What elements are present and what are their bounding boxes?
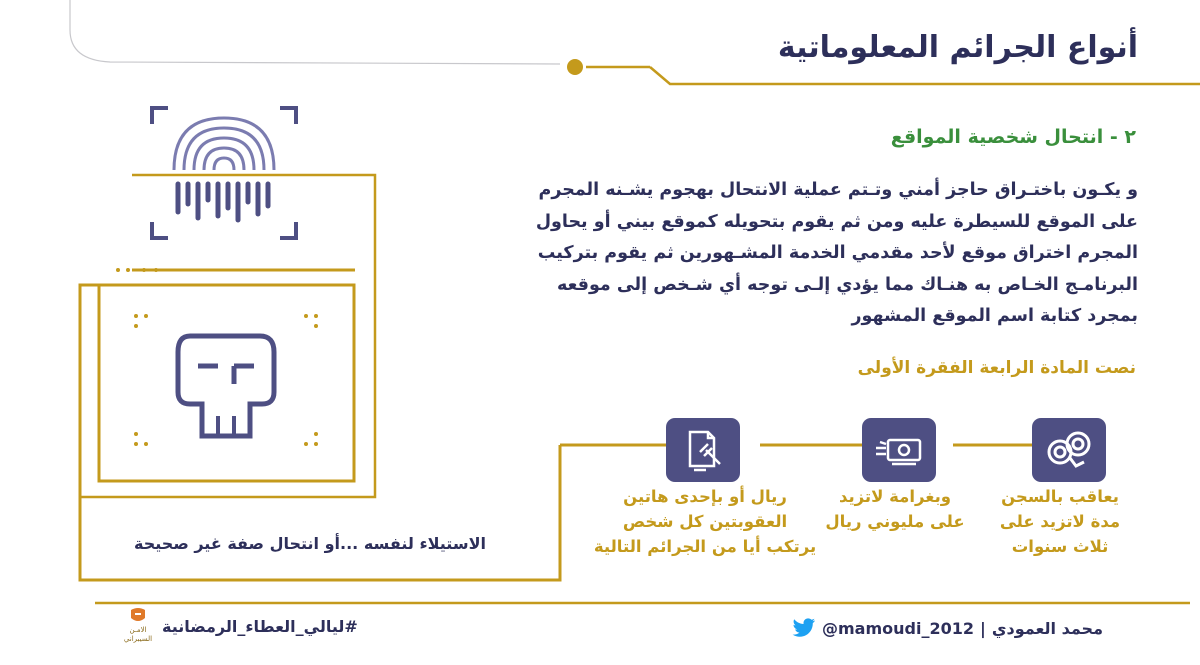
paragraph-line: بمجرد كتابة اسم الموقع المشهور: [851, 306, 1138, 326]
cybersecurity-logo: [118, 606, 158, 650]
penalty-line: العقوبتين كل شخص: [622, 512, 788, 531]
penalty-tile-judgment: [666, 418, 740, 482]
penalty-line: يرتكب أيا من الجرائم التالية: [593, 537, 817, 556]
logo-mark-icon: [127, 606, 149, 626]
twitter-handle[interactable]: @mamoudi_2012: [822, 618, 974, 638]
logo-line: الامـن: [129, 626, 147, 634]
penalty-tile-prison: [1032, 418, 1106, 482]
fingerprint-icon: [148, 104, 300, 242]
gavel-document-icon: [666, 418, 740, 482]
paragraph-line: و يكـون باختـراق حاجز أمني وتـتم عملية الانتحال بهجوم يشـنه المجرم: [538, 180, 1138, 200]
penalty-text-prison: [985, 484, 1135, 559]
author-name: محمد العمودي: [991, 618, 1103, 638]
hashtag: #ليالي_العطاء_الرمضانية: [162, 617, 358, 636]
paragraph-line: المجرم اختراق موقع لأحد مقدمي الخدمة المشـهورين ثم يقوم بتركيب: [537, 243, 1138, 263]
description-paragraph: [418, 175, 1138, 333]
penalty-line: ريال أو بإحدى هاتين: [623, 487, 787, 506]
penalty-line: ثلاث سنوات: [1011, 537, 1109, 556]
penalty-text-judgment: [585, 484, 825, 559]
law-reference: نصت المادة الرابعة الفقرة الأولى: [857, 358, 1136, 378]
paragraph-line: على الموقع للسيطرة عليه ومن ثم يقوم بتحويله كموقع بيني أو يحاول: [535, 211, 1138, 232]
crime-description: الاستيلاء لنفسه ...أو انتحال صفة غير صحيحة: [134, 534, 486, 553]
twitter-icon[interactable]: [792, 618, 816, 638]
penalty-text-fine: [815, 484, 975, 534]
logo-line: السيبراني: [123, 635, 153, 643]
penalty-line: يعاقب بالسجن: [1001, 487, 1119, 506]
penalty-line: وبغرامة لاتزيد: [838, 487, 952, 506]
money-icon: [862, 418, 936, 482]
section-heading: ٢ - انتحال شخصية المواقع: [890, 126, 1136, 148]
author-credit: [792, 618, 1122, 638]
separator: |: [980, 618, 986, 638]
penalty-line: على مليوني ريال: [825, 512, 965, 531]
paragraph-line: البرنامـج الخـاص به هنـاك مما يؤدي إلـى توجه أي شـخص إلى موقعه: [557, 274, 1138, 295]
skull-icon: [130, 312, 322, 452]
penalty-line: مدة لاتزيد على: [999, 512, 1121, 531]
penalty-tile-fine: [862, 418, 936, 482]
handcuffs-icon: [1032, 418, 1106, 482]
page-title: أنواع الجرائم المعلوماتية: [777, 30, 1138, 65]
